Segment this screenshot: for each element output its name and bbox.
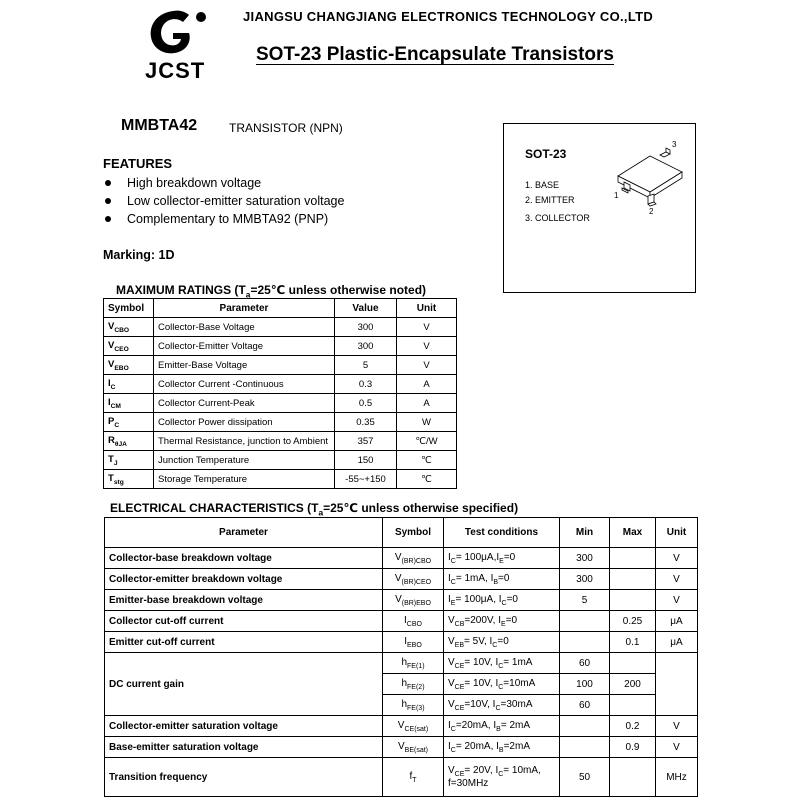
value-cell: 0.3	[335, 375, 397, 394]
symbol-cell: $V_{CBO}$	[104, 318, 154, 337]
unit-cell: μA	[656, 611, 698, 632]
feature-item: High breakdown voltage	[103, 174, 344, 192]
drawing-pin-label: 1	[614, 191, 619, 200]
symbol-cell: $h_{FE(1)}$	[383, 653, 444, 674]
max-cell: 0.9	[610, 737, 656, 758]
table-row	[104, 413, 457, 432]
test-condition-cell: $V_{CE}= 10V$, $I_C= 1mA$	[444, 653, 560, 674]
symbol-cell: $h_{FE(2)}$	[383, 674, 444, 695]
drawing-pin-label: 3	[672, 140, 677, 149]
symbol-cell: $V_{EBO}$	[104, 356, 154, 375]
value-cell: 150	[335, 451, 397, 470]
symbol-cell: $V_{CE(sat)}$	[383, 716, 444, 737]
package-name: SOT-23	[525, 147, 567, 161]
document-title: SOT-23 Plastic-Encapsulate Transistors	[256, 44, 614, 65]
value-cell: 0.35	[335, 413, 397, 432]
max-cell	[610, 590, 656, 611]
test-condition-cell: $V_{CB}=200V$, $I_E=0$	[444, 611, 560, 632]
parameter-cell: Storage Temperature	[154, 470, 335, 489]
unit-cell: W	[397, 413, 457, 432]
sot23-package-drawing	[610, 138, 690, 216]
max-cell	[610, 548, 656, 569]
parameter-cell: Thermal Resistance, junction to Ambient	[154, 432, 335, 451]
symbol-cell: $T_J$	[104, 451, 154, 470]
test-condition-cell: $I_C= 100\mu A,I_E=0$	[444, 548, 560, 569]
max-cell: 0.2	[610, 716, 656, 737]
symbol-cell: $I_{CBO}$	[383, 611, 444, 632]
table-row	[104, 356, 457, 375]
test-condition-cell: $V_{EB}= 5V$, $I_C=0$	[444, 632, 560, 653]
table-row	[105, 548, 698, 569]
column-header: Value	[335, 299, 397, 318]
symbol-cell: $h_{FE(3)}$	[383, 695, 444, 716]
parameter-cell: Emitter cut-off current	[105, 632, 383, 653]
min-cell: 5	[560, 590, 610, 611]
max-cell: 200	[610, 674, 656, 695]
unit-cell: V	[397, 337, 457, 356]
value-cell: -55~+150	[335, 470, 397, 489]
parameter-cell: Transition frequency	[105, 758, 383, 797]
test-condition-cell: $I_C= 20mA$, $I_B=2mA$	[444, 737, 560, 758]
unit-cell: V	[397, 318, 457, 337]
table-row	[105, 758, 698, 797]
parameter-cell: Collector-Emitter Voltage	[154, 337, 335, 356]
max-ratings-table	[103, 298, 457, 489]
test-condition-cell: $V_{CE}=10V$, $I_C=30mA$	[444, 695, 560, 716]
unit-cell: V	[656, 716, 698, 737]
parameter-cell: Collector Power dissipation	[154, 413, 335, 432]
drawing-pin-label: 2	[649, 207, 654, 216]
table-row	[105, 632, 698, 653]
symbol-cell: $I_C$	[104, 375, 154, 394]
table-header-row	[104, 299, 457, 318]
unit-cell: μA	[656, 632, 698, 653]
part-number: MMBTA42	[121, 117, 198, 134]
table-row	[105, 716, 698, 737]
symbol-cell: $I_{EBO}$	[383, 632, 444, 653]
parameter-cell: Collector Current -Continuous	[154, 375, 335, 394]
min-cell: 100	[560, 674, 610, 695]
parameter-cell: Collector Current-Peak	[154, 394, 335, 413]
test-condition-cell: $V_{CE}= 10V$, $I_C=10mA$	[444, 674, 560, 695]
feature-item: Complementary to MMBTA92 (PNP)	[103, 210, 344, 228]
table-row	[104, 470, 457, 489]
value-cell: 5	[335, 356, 397, 375]
min-cell	[560, 716, 610, 737]
electrical-table	[104, 517, 698, 797]
column-header: Symbol	[383, 518, 444, 548]
unit-cell: V	[656, 569, 698, 590]
unit-cell	[656, 653, 698, 716]
value-cell: 300	[335, 337, 397, 356]
min-cell: 300	[560, 548, 610, 569]
features-heading: FEATURES	[103, 156, 173, 171]
parameter-cell: Collector-emitter saturation voltage	[105, 716, 383, 737]
value-cell: 300	[335, 318, 397, 337]
min-cell: 50	[560, 758, 610, 797]
table-row	[104, 375, 457, 394]
table-row	[105, 653, 698, 674]
unit-cell: ℃/W	[397, 432, 457, 451]
column-header: Test conditions	[444, 518, 560, 548]
value-cell: 357	[335, 432, 397, 451]
column-header: Symbol	[104, 299, 154, 318]
max-ratings-title: MAXIMUM RATINGS ($T_a=25℃$ unless otherwise noted)	[116, 283, 427, 300]
unit-cell: ℃	[397, 451, 457, 470]
parameter-cell: Emitter-Base Voltage	[154, 356, 335, 375]
parameter-cell: DC current gain	[105, 653, 383, 716]
company-name: JIANGSU CHANGJIANG ELECTRONICS TECHNOLOGY CO.,LTD	[243, 9, 654, 24]
symbol-cell: $P_C$	[104, 413, 154, 432]
min-cell: 60	[560, 653, 610, 674]
symbol-cell: $V_{(BR)CBO}$	[383, 548, 444, 569]
unit-cell: V	[656, 590, 698, 611]
pin-list	[525, 178, 590, 226]
max-cell	[610, 569, 656, 590]
max-cell: 0.1	[610, 632, 656, 653]
features-list	[103, 174, 344, 228]
table-row	[104, 337, 457, 356]
symbol-cell: $V_{BE(sat)}$	[383, 737, 444, 758]
min-cell	[560, 737, 610, 758]
unit-cell: A	[397, 394, 457, 413]
symbol-cell: $V_{(BR)CEO}$	[383, 569, 444, 590]
column-header: Parameter	[154, 299, 335, 318]
unit-cell: A	[397, 375, 457, 394]
unit-cell: ℃	[397, 470, 457, 489]
test-condition-cell: $I_C= 1mA$, $I_B=0$	[444, 569, 560, 590]
column-header: Parameter	[105, 518, 383, 548]
pin-label: 2. EMITTER	[525, 195, 575, 205]
test-condition-cell: $I_E= 100\mu A$, $I_C=0$	[444, 590, 560, 611]
table-row	[104, 318, 457, 337]
table-row	[105, 737, 698, 758]
column-header: Max	[610, 518, 656, 548]
max-cell: 0.25	[610, 611, 656, 632]
test-condition-cell: $V_{CE}= 20V$, $I_C= 10mA$, f=30MHz	[444, 758, 560, 797]
table-header-row	[105, 518, 698, 548]
table-row	[105, 590, 698, 611]
jcst-logo-icon	[143, 5, 213, 60]
unit-cell: MHz	[656, 758, 698, 797]
column-header: Unit	[397, 299, 457, 318]
max-cell	[610, 695, 656, 716]
parameter-cell: Emitter-base breakdown voltage	[105, 590, 383, 611]
parameter-cell: Base-emitter saturation voltage	[105, 737, 383, 758]
parameter-cell: Collector cut-off current	[105, 611, 383, 632]
pin-label: 3. COLLECTOR	[525, 213, 590, 223]
symbol-cell: $V_{(BR)EBO}$	[383, 590, 444, 611]
unit-cell: V	[656, 737, 698, 758]
column-header: Unit	[656, 518, 698, 548]
table-row	[104, 432, 457, 451]
part-type: TRANSISTOR (NPN)	[229, 121, 343, 135]
pin-label: 1. BASE	[525, 180, 560, 190]
symbol-cell: $V_{CEO}$	[104, 337, 154, 356]
symbol-cell: $R_{\theta JA}$	[104, 432, 154, 451]
min-cell	[560, 611, 610, 632]
logo-text: JCST	[145, 58, 206, 83]
min-cell: 60	[560, 695, 610, 716]
max-cell	[610, 653, 656, 674]
electrical-title: ELECTRICAL CHARACTERISTICS ($T_a=25℃$ unless otherwise specified)	[110, 501, 519, 518]
marking-code: Marking: 1D	[103, 248, 175, 262]
table-row	[104, 451, 457, 470]
value-cell: 0.5	[335, 394, 397, 413]
table-row	[105, 569, 698, 590]
min-cell	[560, 632, 610, 653]
table-row	[104, 394, 457, 413]
test-condition-cell: $I_C=20mA$, $I_B= 2mA$	[444, 716, 560, 737]
parameter-cell: Collector-emitter breakdown voltage	[105, 569, 383, 590]
feature-item: Low collector-emitter saturation voltage	[103, 192, 344, 210]
unit-cell: V	[656, 548, 698, 569]
max-cell	[610, 758, 656, 797]
parameter-cell: Collector-Base Voltage	[154, 318, 335, 337]
symbol-cell: $T_{stg}$	[104, 470, 154, 489]
column-header: Min	[560, 518, 610, 548]
symbol-cell: $I_{CM}$	[104, 394, 154, 413]
parameter-cell: Junction Temperature	[154, 451, 335, 470]
unit-cell: V	[397, 356, 457, 375]
parameter-cell: Collector-base breakdown voltage	[105, 548, 383, 569]
min-cell: 300	[560, 569, 610, 590]
symbol-cell: $f_T$	[383, 758, 444, 797]
table-row	[105, 611, 698, 632]
